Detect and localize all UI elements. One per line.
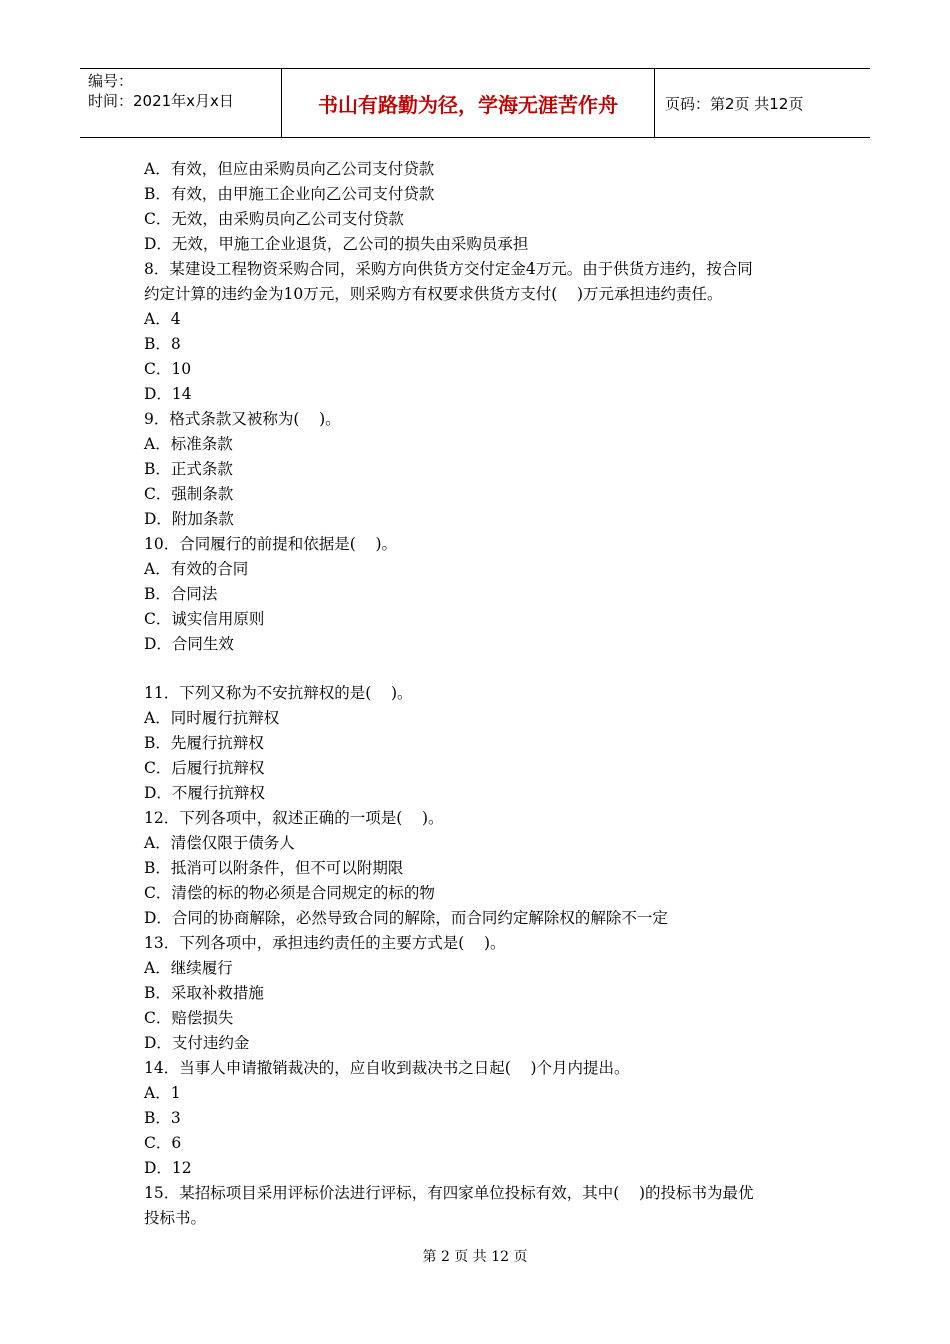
text-line: A．有效的合同 — [144, 560, 249, 578]
paragraph-gap — [144, 657, 824, 681]
text-line: D．支付违约金 — [144, 1034, 250, 1052]
question-content — [144, 157, 824, 1231]
text-line: C．后履行抗辩权 — [144, 759, 265, 777]
document-time-label: 时间：2021年x月x日 — [88, 92, 234, 110]
text-line: C．10 — [144, 360, 192, 378]
text-line: D．14 — [144, 385, 192, 403]
text-line: C．赔偿损失 — [144, 1009, 234, 1027]
text-line: D．12 — [144, 1159, 192, 1177]
text-line: A．清偿仅限于债务人 — [144, 834, 295, 852]
text-line: C．无效，由采购员向乙公司支付贷款 — [144, 210, 404, 228]
text-line: B．抵消可以附条件，但不可以附期限 — [144, 859, 404, 877]
text-line: 8．某建设工程物资采购合同，采购方向供货方交付定金4万元。由于供货方违约，按合同 — [144, 260, 753, 278]
text-line: B．采取补救措施 — [144, 984, 264, 1002]
text-line: C．6 — [144, 1134, 182, 1152]
text-line: 14．当事人申请撤销裁决的，应自收到裁决书之日起( )个月内提出。 — [144, 1059, 630, 1077]
text-line: A．继续履行 — [144, 959, 233, 977]
text-line: B．8 — [144, 335, 181, 353]
text-line: 12．下列各项中，叙述正确的一项是( )。 — [144, 809, 444, 827]
text-line: D．合同的协商解除，必然导致合同的解除，而合同约定解除权的解除不一定 — [144, 909, 668, 927]
document-number-label: 编号： — [88, 72, 134, 90]
text-line: 13．下列各项中，承担违约责任的主要方式是( )。 — [144, 934, 506, 952]
text-line: B．合同法 — [144, 585, 218, 603]
text-line: A．1 — [144, 1084, 181, 1102]
page-footer: 第 2 页 共 12 页 — [422, 1249, 528, 1265]
text-line: A．有效，但应由采购员向乙公司支付贷款 — [144, 160, 435, 178]
text-line: 约定计算的违约金为10万元，则采购方有权要求供货方支付( )万元承担违约责任。 — [144, 285, 723, 303]
header-page-info: 页码：第2页 共12页 — [665, 94, 804, 113]
text-line: 投标书。 — [144, 1209, 207, 1227]
text-line: D．无效，甲施工企业退货，乙公司的损失由采购员承担 — [144, 235, 529, 253]
header-motto: 书山有路勤为径，学海无涯苦作舟 — [282, 69, 655, 137]
text-line: A．同时履行抗辩权 — [144, 709, 280, 727]
text-line: 10．合同履行的前提和依据是( )。 — [144, 535, 398, 553]
text-line: C．强制条款 — [144, 485, 234, 503]
text-line: D．附加条款 — [144, 510, 234, 528]
text-line: B．3 — [144, 1109, 181, 1127]
text-line: B．正式条款 — [144, 460, 233, 478]
text-line: 15．某招标项目采用评标价法进行评标，有四家单位投标有效，其中( )的投标书为最优 — [144, 1184, 754, 1202]
question-block-2 — [144, 681, 824, 1231]
text-line: A．标准条款 — [144, 435, 233, 453]
text-line: 9．格式条款又被称为( )。 — [144, 410, 341, 428]
text-line: B．先履行抗辩权 — [144, 734, 264, 752]
text-line: C．清偿的标的物必须是合同规定的标的物 — [144, 884, 435, 902]
text-line: 11．下列又称为不安抗辩权的是( )。 — [144, 684, 413, 702]
text-line: A．4 — [144, 310, 181, 328]
text-line: D．不履行抗辩权 — [144, 784, 265, 802]
text-line: C．诚实信用原则 — [144, 610, 265, 628]
text-line: D．合同生效 — [144, 635, 234, 653]
header-meta — [80, 69, 282, 137]
page-header — [80, 68, 870, 138]
text-line: B．有效，由甲施工企业向乙公司支付贷款 — [144, 185, 435, 203]
question-block-1 — [144, 157, 824, 657]
